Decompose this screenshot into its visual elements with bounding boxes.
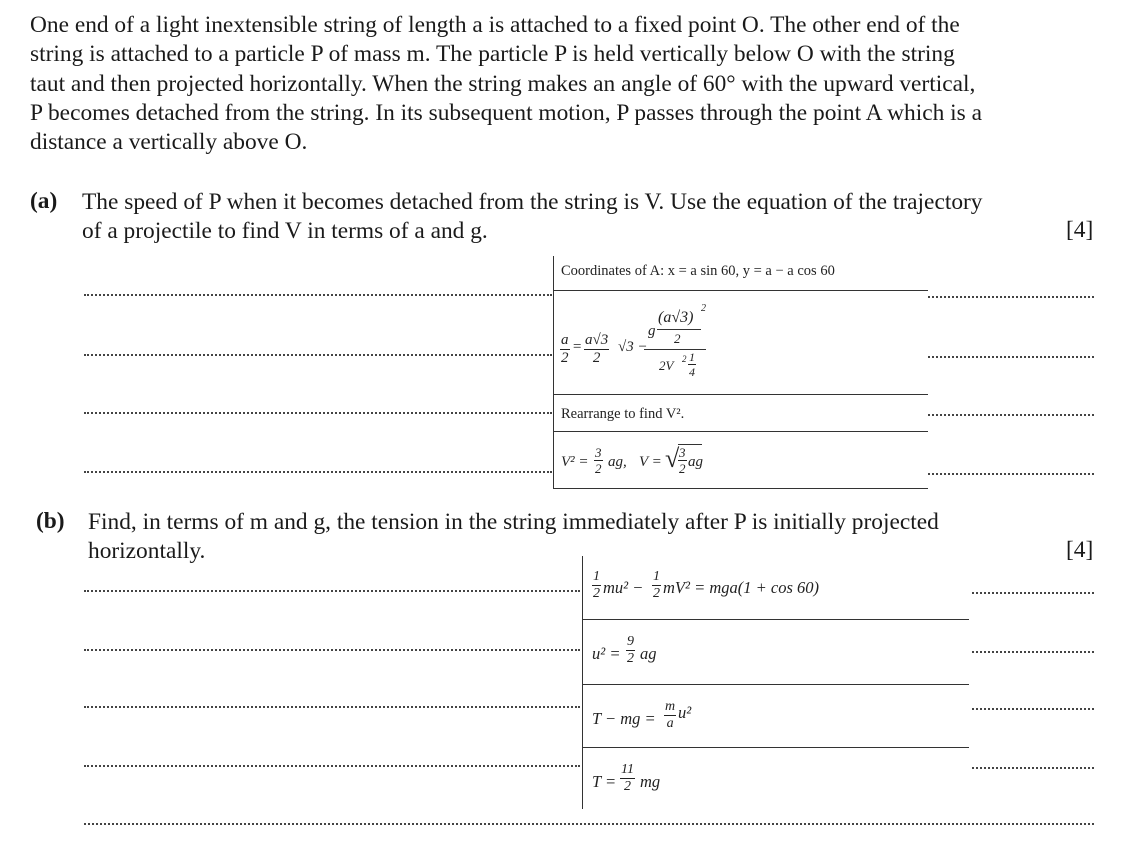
fraction: $\frac{a√3}{2}$ (585, 332, 609, 366)
scheme-divider (582, 747, 969, 748)
part-a-marks: [4] (1066, 217, 1094, 243)
stem-line-1: One end of a light inextensible string of length a is attached to a fixed point O. The other end of the (30, 12, 960, 38)
fraction: $\frac{a}{2}$ (561, 332, 569, 366)
answer-line[interactable] (972, 708, 1094, 710)
v-equals: V = (639, 454, 662, 470)
scheme-divider (582, 684, 969, 685)
u-squared: u² (678, 703, 692, 722)
answer-line[interactable] (84, 354, 552, 356)
answer-line[interactable] (84, 649, 580, 651)
g-symbol: g (648, 323, 656, 339)
exponent: 2 (701, 303, 706, 314)
part-b-label: (b) (36, 508, 65, 534)
ag-term: ag (688, 454, 703, 470)
mg-term: mg (640, 772, 661, 791)
part-a-text (82, 188, 1098, 247)
fraction: $\frac{3}{2}$ (595, 445, 602, 476)
equals-sign: = (572, 339, 583, 355)
ag-term: ag, (608, 454, 627, 470)
scheme-a-row-4 (561, 440, 921, 484)
fraction: $\frac{m}{a}$ (665, 699, 676, 731)
sqrt-icon: √ (665, 444, 680, 473)
answer-line[interactable] (928, 296, 1094, 298)
part-b-text (88, 508, 1098, 567)
scheme-a-row-3: Rearrange to find V². (561, 406, 685, 422)
answer-line[interactable] (972, 592, 1094, 594)
answer-line[interactable] (84, 823, 1094, 825)
fraction: $\frac{9}{2}$ (627, 634, 634, 666)
answer-line[interactable] (928, 414, 1094, 416)
part-a-line-2: of a projectile to find V in terms of a and g. (82, 218, 488, 245)
part-b-line-2: horizontally. (88, 538, 206, 565)
scheme-divider (553, 431, 928, 432)
scheme-divider (582, 619, 969, 620)
answer-line[interactable] (928, 473, 1094, 475)
tension-equation-lhs: T − mg = (592, 709, 656, 728)
inner-numerator: (a√3) (658, 309, 694, 326)
main-fraction-bar (644, 349, 706, 350)
u-squared: u² = (592, 644, 621, 663)
part-b-marks: [4] (1066, 537, 1094, 563)
scheme-a-row-1: Coordinates of A: x = a sin 60, y = a − a cos 60 (561, 263, 835, 279)
fraction: $\frac{3}{2}$ (679, 445, 686, 476)
answer-line[interactable] (928, 356, 1094, 358)
part-a-label: (a) (30, 188, 58, 214)
scheme-a-row-2 (560, 303, 920, 390)
tension-result-lhs: T = (592, 772, 617, 791)
ag-term: ag (640, 644, 657, 663)
answer-line[interactable] (84, 765, 580, 767)
sqrt-term: √3 − (618, 339, 648, 355)
scheme-b-row-3 (592, 697, 962, 741)
scheme-box-border (582, 556, 583, 809)
answer-line[interactable] (84, 590, 580, 592)
scheme-b-row-2 (592, 632, 962, 676)
kinetic-term: mu² − (603, 578, 644, 597)
fraction: $\frac{11}{2}$ (621, 762, 634, 794)
inner-fraction-bar (657, 329, 701, 330)
answer-line[interactable] (84, 471, 552, 473)
exponent: 2 (682, 354, 687, 364)
fraction: $\frac{1}{2}$ (653, 569, 660, 601)
answer-line[interactable] (972, 767, 1094, 769)
answer-line[interactable] (84, 294, 552, 296)
main-denominator: 2V (659, 358, 674, 373)
scheme-divider (553, 394, 928, 395)
part-a-line-1: The speed of P when it becomes detached from the string is V. Use the equation of the trajectory (82, 189, 983, 215)
answer-line[interactable] (84, 412, 552, 414)
stem-line-2: string is attached to a particle P of mass m. The particle P is held vertically below O with the string (30, 41, 955, 68)
scheme-divider (553, 290, 928, 291)
stem-line-5: distance a vertically above O. (30, 129, 308, 156)
energy-rhs: mV² = mga(1 + cos 60) (663, 578, 819, 597)
inner-denominator: 2 (674, 331, 681, 346)
part-b-line-1: Find, in terms of m and g, the tension in the string immediately after P is initially projected (88, 509, 939, 535)
stem-line-4: P becomes detached from the string. In its subsequent motion, P passes through the point A which is a (30, 99, 982, 126)
scheme-b-row-4 (592, 760, 962, 804)
fraction: $\frac{1}{2}$ (593, 569, 600, 601)
scheme-b-row-1 (592, 568, 962, 612)
answer-line[interactable] (972, 651, 1094, 653)
scheme-divider (553, 488, 928, 489)
fraction: $\frac{1}{4}$ (689, 350, 695, 379)
answer-line[interactable] (84, 706, 580, 708)
v-squared: V² = (561, 454, 589, 470)
stem-line-3: taut and then projected horizontally. When the string makes an angle of 60° with the upward vertical, (30, 70, 976, 97)
question-stem (30, 11, 1098, 157)
